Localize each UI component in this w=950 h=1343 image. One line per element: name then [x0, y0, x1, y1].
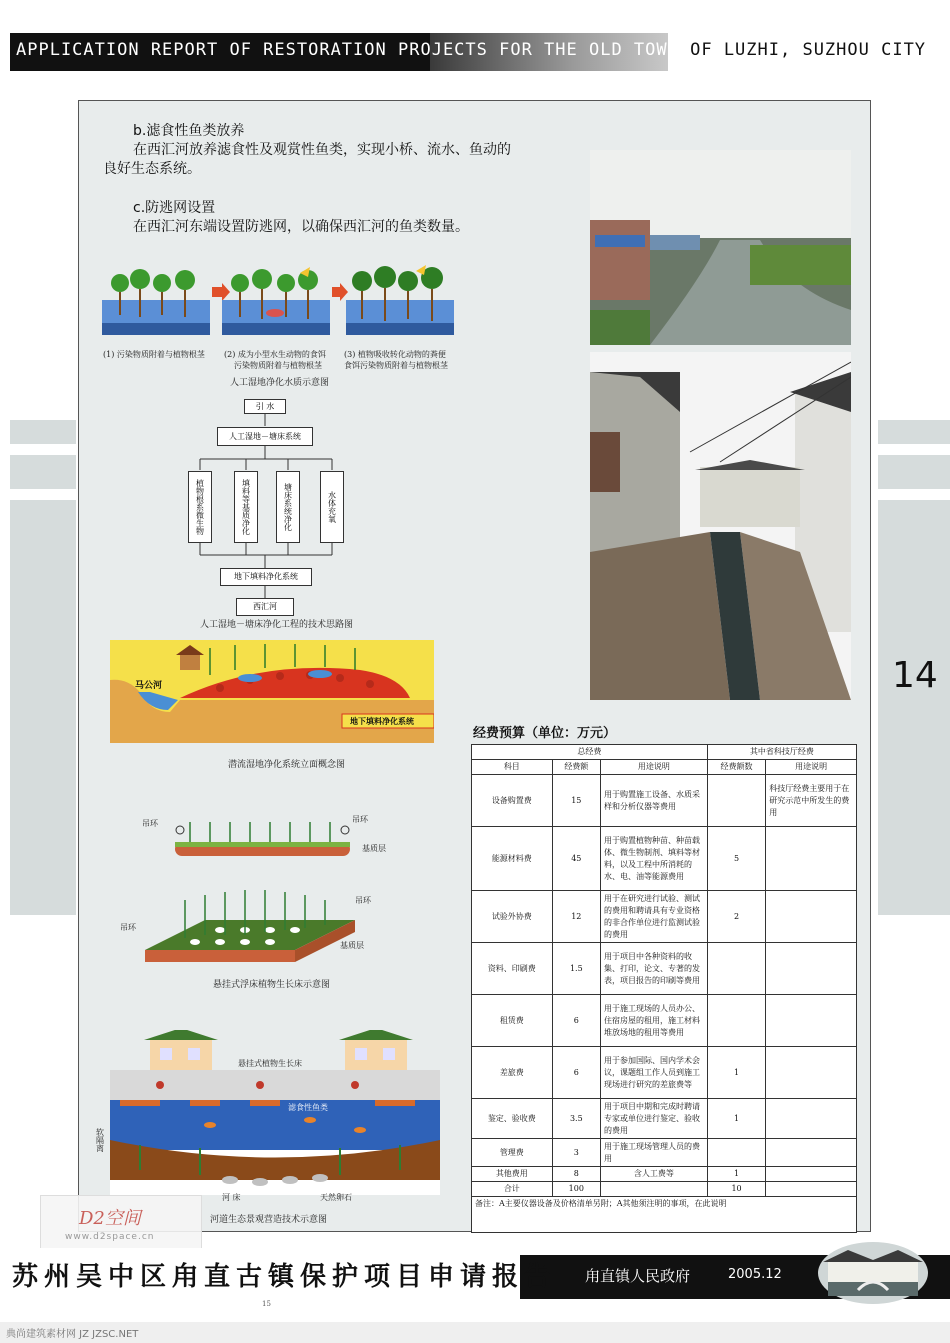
section-c-body: 在西汇河东端设置防逃网，以确保西汇河的鱼类数量。	[133, 219, 469, 235]
row-prov-amount: 10	[707, 1182, 765, 1197]
row-prov-amount	[707, 943, 765, 995]
substrate-label-b: 基质层	[340, 941, 364, 950]
flow-intake: 引 水	[244, 399, 286, 414]
budget-group-total: 总经费	[472, 745, 708, 760]
right-side-bar-mid	[878, 455, 950, 489]
hook-label-b: 吊环	[352, 815, 368, 824]
row-amount: 15	[552, 775, 600, 827]
budget-note: 备注：A主要仪器设备及价格清单另附；A其他须注明的事项，在此说明	[472, 1197, 857, 1233]
watermark-url: www.d2space.cn	[65, 1232, 155, 1242]
flow-branch-media: 填料等基质净化	[234, 471, 258, 543]
stone-label: 天然卵石	[320, 1193, 352, 1202]
right-side-bar-top	[878, 420, 950, 444]
footer-date: 2005.12	[728, 1267, 782, 1282]
table-row	[472, 1099, 857, 1139]
row-amount: 12	[552, 891, 600, 943]
floating-bed-tube	[130, 810, 380, 865]
row-amount: 100	[552, 1182, 600, 1197]
table-row	[472, 1167, 857, 1182]
flow-underground: 地下填料净化系统	[220, 568, 312, 586]
row-item: 差旅费	[472, 1047, 553, 1099]
row-purpose: 用于施工现场管理人员的费用	[601, 1139, 708, 1167]
row-prov-purpose	[766, 891, 857, 943]
row-amount: 3.5	[552, 1099, 600, 1139]
wetland-step-1	[102, 269, 210, 335]
row-prov-amount: 1	[707, 1099, 765, 1139]
left-side-bar-top	[10, 420, 76, 444]
row-item: 设备购置费	[472, 775, 553, 827]
arrow-icon	[212, 283, 230, 301]
row-prov-purpose	[766, 1047, 857, 1099]
wetland-step3-label-1: (3) 植物吸收转化动物的粪便	[344, 350, 446, 359]
river-landscape-caption: 河道生态景观营造技术示意图	[210, 1215, 328, 1225]
budget-col-prov-amount: 经费额数	[707, 760, 765, 775]
row-purpose	[601, 1182, 708, 1197]
row-prov-purpose	[766, 995, 857, 1047]
wetland-step2-label-1: (2) 成为小型水生动物的食饵	[224, 350, 326, 359]
riverbed-label: 河 床	[222, 1193, 241, 1202]
budget-table	[471, 744, 857, 1233]
row-prov-purpose	[766, 1099, 857, 1139]
row-item: 合计	[472, 1182, 553, 1197]
row-purpose: 用于在研究进行试验、测试的费用和聘请具有专业资格的非合作单位进行监测试验的费用	[601, 891, 708, 943]
right-side-bar-long	[878, 500, 950, 915]
table-row	[472, 1047, 857, 1099]
river-label: 马公河	[135, 681, 163, 691]
hook-label-c: 吊环	[120, 923, 136, 932]
watermark-logo-text: D2空间	[79, 1208, 141, 1229]
budget-group-province: 其中省科技厅经费	[707, 745, 856, 760]
table-row	[472, 775, 857, 827]
row-item: 管理费	[472, 1139, 553, 1167]
hook-label-a: 吊环	[142, 819, 158, 828]
row-amount: 6	[552, 1047, 600, 1099]
table-row	[472, 1139, 857, 1167]
table-row	[472, 943, 857, 995]
credit-bar	[0, 1322, 950, 1343]
hook-label-d: 吊环	[355, 896, 371, 905]
left-side-bar-long	[10, 500, 76, 915]
row-item: 试验外协费	[472, 891, 553, 943]
table-row	[472, 891, 857, 943]
budget-table-wrap	[471, 744, 857, 1233]
wetland-caption: 人工湿地净化水质示意图	[230, 378, 330, 388]
floating-bed-caption: 悬挂式浮床植物生长床示意图	[213, 980, 331, 990]
report-title-en: APPLICATION REPORT OF RESTORATION PROJECTS FOR THE OLD TOWN OF LUZHI, SUZHOU CITY	[16, 40, 927, 60]
bed-label: 悬挂式植物生长床	[238, 1059, 302, 1068]
underground-label: 地下填料净化系统	[350, 717, 414, 726]
flow-river: 西汇河	[236, 598, 294, 616]
row-item: 能源材料费	[472, 827, 553, 891]
row-prov-amount: 5	[707, 827, 765, 891]
footer-small-page: 15	[262, 1300, 271, 1308]
row-prov-purpose: 科技厅经费主要用于在研究示范中所发生的费用	[766, 775, 857, 827]
section-b-heading: b.滤食性鱼类放养	[133, 123, 245, 139]
subsurface-wetland-diagram	[110, 640, 434, 743]
budget-col-item: 科目	[472, 760, 553, 775]
wetland-purification-diagram	[100, 265, 455, 345]
footer-organization: 甪直镇人民政府	[585, 1267, 691, 1285]
row-prov-amount	[707, 995, 765, 1047]
river-landscape-diagram	[110, 1030, 440, 1195]
left-side-bar-mid	[10, 455, 76, 489]
row-purpose: 用于参加国际、国内学术会议，课题组工作人员到施工现场进行研究的差旅费等	[601, 1047, 708, 1099]
table-row	[472, 827, 857, 891]
row-purpose: 用于施工现场的人员办公、住宿房屋的租用，施工材料堆放场地的租用等费用	[601, 995, 708, 1047]
section-b-body-2: 良好生态系统。	[103, 161, 201, 177]
wetland-step2-label-2: 污染物质附着与植物根茎	[234, 361, 322, 370]
subsurface-caption: 潜流湿地净化系统立面概念图	[228, 760, 346, 770]
budget-col-prov-purpose: 用途说明	[766, 760, 857, 775]
river-photo	[590, 150, 851, 345]
row-prov-amount: 1	[707, 1167, 765, 1182]
budget-title: 经费预算（单位：万元）	[473, 726, 617, 741]
table-row	[472, 1182, 857, 1197]
row-purpose: 含人工费等	[601, 1167, 708, 1182]
row-item: 其他费用	[472, 1167, 553, 1182]
flowchart	[180, 395, 350, 620]
table-row	[472, 995, 857, 1047]
row-prov-amount: 1	[707, 1047, 765, 1099]
section-b-body-1: 在西汇河放养滤食性及观赏性鱼类，实现小桥、流水、鱼动的	[133, 142, 511, 158]
flow-branch-oxygen: 水体充氧	[320, 471, 344, 543]
row-amount: 1.5	[552, 943, 600, 995]
row-prov-purpose	[766, 1139, 857, 1167]
row-prov-amount: 2	[707, 891, 765, 943]
watermark-logo	[40, 1195, 202, 1252]
row-item: 资料、印刷费	[472, 943, 553, 995]
row-prov-purpose	[766, 1167, 857, 1182]
wetland-step1-label: (1) 污染物质附着与植物根茎	[103, 350, 205, 359]
row-purpose: 用于项目中期和完成时聘请专家或单位进行鉴定、验收的费用	[601, 1099, 708, 1139]
fish-label: 滤食性鱼类	[288, 1103, 328, 1112]
section-c-heading: c.防逃网设置	[133, 200, 216, 216]
row-purpose: 用于购置植物种苗、种苗载体、微生物制剂、填料等材料，以及工程中所消耗的水、电、油等能源费用	[601, 827, 708, 891]
row-amount: 45	[552, 827, 600, 891]
row-amount: 6	[552, 995, 600, 1047]
row-item: 租赁费	[472, 995, 553, 1047]
report-title-cn: 苏州吴中区甪直古镇保护项目申请报告	[12, 1262, 557, 1292]
net-label: 软隔离	[95, 1128, 105, 1152]
footer-town-photo	[818, 1242, 928, 1304]
wetland-step3-label-2: 食饵污染物质附着与植物根茎	[344, 361, 448, 370]
budget-col-purpose: 用途说明	[601, 760, 708, 775]
row-purpose: 用于项目中各种资料的收集、打印，论文、专著的发表，项目报告的印刷等费用	[601, 943, 708, 995]
row-prov-purpose	[766, 943, 857, 995]
wetland-step-3	[346, 265, 454, 335]
alley-canal-photo	[590, 352, 851, 700]
substrate-label-a: 基质层	[362, 844, 386, 853]
row-prov-purpose	[766, 827, 857, 891]
row-item: 鉴定、验收费	[472, 1099, 553, 1139]
credit-text: 典尚建筑素材网 JZ JZSC.NET	[6, 1329, 139, 1340]
arrow-icon	[332, 283, 348, 301]
row-amount: 3	[552, 1139, 600, 1167]
row-amount: 8	[552, 1167, 600, 1182]
row-prov-amount	[707, 1139, 765, 1167]
row-purpose: 用于购置施工设备、水质采样和分析仪器等费用	[601, 775, 708, 827]
flow-branch-roots: 植物根系微生物	[188, 471, 212, 543]
flow-system: 人工湿地－塘床系统	[217, 427, 313, 446]
budget-col-amount: 经费额	[552, 760, 600, 775]
row-prov-amount	[707, 775, 765, 827]
flow-branch-pond: 塘床系统净化	[276, 471, 300, 543]
page-number: 14	[892, 655, 938, 696]
flowchart-caption: 人工湿地－塘床净化工程的技术思路图	[200, 620, 354, 630]
wetland-step-2	[222, 267, 330, 335]
floating-bed-slab	[125, 880, 375, 980]
row-prov-purpose	[766, 1182, 857, 1197]
